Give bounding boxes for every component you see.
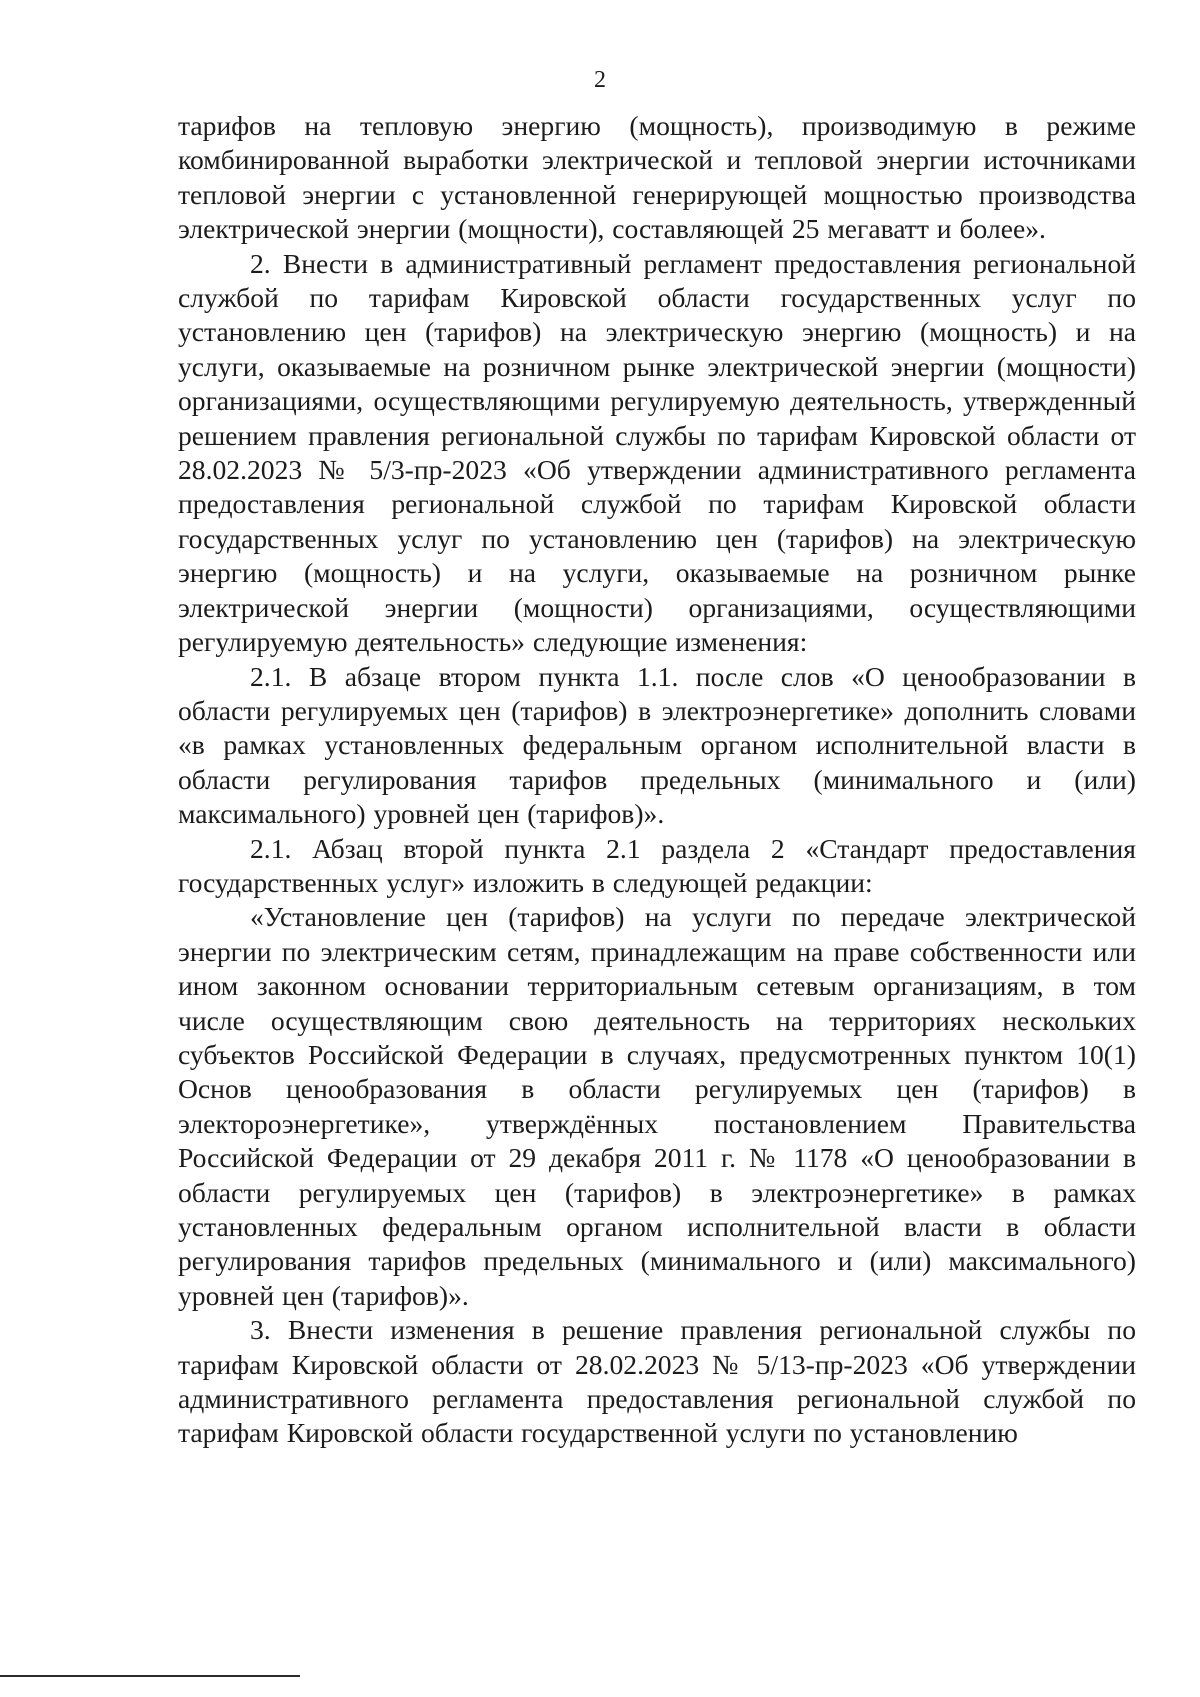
paragraph-item-2: 2. Внести в административный регламент предоставления региональной службой по тарифам Кировской области государственных услуг по установлению цен (тарифов) на электрическую энергию (мощность) и на услуги, оказываемые на розничном рынке электрической энергии (мощности) организациями, осуществляющими регулируемую деятельность, утвержденный решением правления региональной службы по тарифам Кировской области от 28.02.2023 № 5/3-пр-2023 «Об утверждении административного регламента предоставления региональной службой по тарифам Кировской области государственных услуг по установлению цен (тарифов) на электрическую энергию (мощность) и на услуги, оказываемые на розничном рынке электрической энергии (мощности) организациями, осуществляющими регулируемую деятельность» следующие изменения: bbox=[178, 247, 1136, 658]
footer-rule bbox=[0, 1675, 300, 1677]
paragraph-item-2-1-first: 2.1. В абзаце втором пункта 1.1. после слов «О ценообразовании в области регулируемых цен (тарифов) в электроэнергетике» дополнить словами «в рамках установленных федеральным органом исполнительной власти в области регулирования тарифов предельных (минимального и (или) максимального) уровней цен (тарифов)». bbox=[178, 660, 1136, 830]
paragraph-item-2-1-second: 2.1. Абзац второй пункта 2.1 раздела 2 «Стандарт предоставления государственных услуг» изложить в следующей редакции: bbox=[178, 832, 1136, 898]
paragraph-quoted-text: «Установление цен (тарифов) на услуги по передаче электрической энергии по электрическим сетям, принадлежащим на праве собственности или ином законном основании территориальным сетевым организациям, в том числе осуществляющим свою деятельность на территориях нескольких субъектов Российской Федерации в случаях, предусмотренных пунктом 10(1) Основ ценообразования в области регулируемых цен (тарифов) в электороэнергетике», утверждённых постановлением Правительства Российской Федерации от 29 декабря 2011 г. № 1178 «О ценообразовании в области регулируемых цен (тарифов) в электроэнергетике» в рамках установленных федеральным органом исполнительной власти в области регулирования тарифов предельных (минимального и (или) максимального) уровней цен (тарифов)». bbox=[178, 901, 1136, 1311]
document-body bbox=[178, 109, 1136, 1451]
page-number: 2 bbox=[594, 67, 606, 93]
paragraph-item-3: 3. Внести изменения в решение правления региональной службы по тарифам Кировской области от 28.02.2023 № 5/13-пр-2023 «Об утверждении административного регламента предоставления региональной службой по тарифам Кировской области государственной услуги по установлению bbox=[178, 1314, 1136, 1449]
paragraph-continuation: тарифов на тепловую энергию (мощность), производимую в режиме комбинированной выработки электрической и тепловой энергии источниками тепловой энергии с установленной генерирующей мощностью производства электрической энергии (мощности), составляющей 25 мегаватт и более». bbox=[178, 110, 1136, 245]
